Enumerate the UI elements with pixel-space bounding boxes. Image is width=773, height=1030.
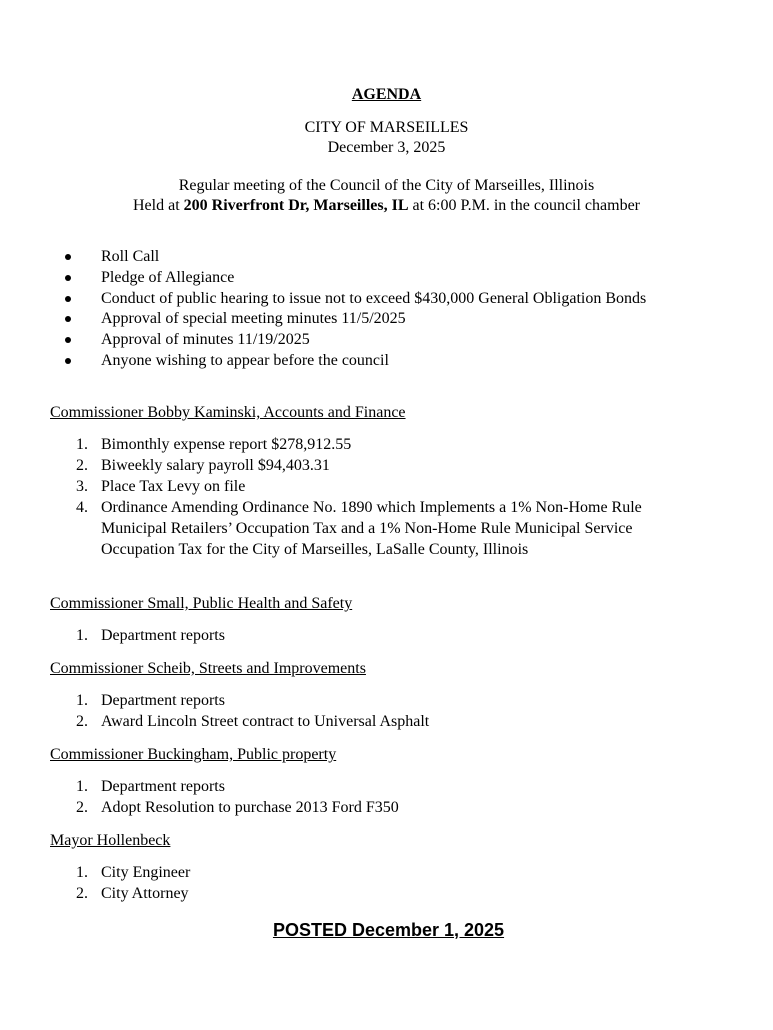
meeting-date: December 3, 2025 [327, 139, 446, 156]
list-item: 2. Adopt Resolution to purchase 2013 Ford F350 [76, 799, 399, 816]
list-item: 2. Award Lincoln Street contract to Universal Asphalt [76, 713, 430, 730]
list-item: 2. Biweekly salary payroll $94,403.31 [76, 457, 330, 474]
mayor-items-list [0, 862, 190, 904]
section-heading-health-safety: Commissioner Small, Public Health and Safety [50, 595, 353, 612]
list-item: 1. City Engineer [76, 864, 191, 881]
location-prefix: Held at [132, 197, 184, 214]
finance-items-list [0, 434, 701, 560]
general-items-list [0, 246, 646, 371]
list-item: 3. Place Tax Levy on file [76, 478, 246, 495]
list-item: Approval of special meeting minutes 11/5/2025 [0, 308, 646, 329]
list-item: Roll Call [0, 246, 646, 267]
list-item: Anyone wishing to appear before the council [0, 350, 646, 371]
section-heading-streets: Commissioner Scheib, Streets and Improvements [50, 660, 366, 677]
document-title: AGENDA [351, 86, 422, 103]
list-item: Pledge of Allegiance [0, 267, 646, 288]
meeting-location [0, 195, 773, 216]
section-heading-finance: Commissioner Bobby Kaminski, Accounts and Finance [50, 404, 406, 421]
list-item: 1. Bimonthly expense report $278,912.55 [76, 436, 352, 453]
list-item: 2. City Attorney [76, 885, 189, 902]
meeting-description: Regular meeting of the Council of the City of Marseilles, Illinois [178, 177, 595, 194]
location-address: 200 Riverfront Dr, Marseilles, IL [183, 197, 409, 214]
list-item: 1. Department reports [76, 692, 225, 709]
location-suffix: at 6:00 P.M. in the council chamber [408, 197, 641, 214]
health-safety-items-list [0, 625, 225, 646]
list-item: 1. Department reports [76, 778, 225, 795]
city-name: CITY OF MARSEILLES [304, 119, 469, 136]
list-item: Approval of minutes 11/19/2025 [0, 329, 646, 350]
list-item: 4. Ordinance Amending Ordinance No. 1890 which Implements a 1% Non-Home Rule Municipal Retailers’ Occupation Tax and a 1% Non-Home Rule Municipal Service Occupation Tax for the City of Marseilles, LaSalle County, Illinois [76, 499, 642, 558]
list-item: 1. Department reports [76, 627, 225, 644]
posted-date: POSTED December 1, 2025 [272, 920, 505, 940]
streets-items-list [0, 690, 429, 732]
list-item: Conduct of public hearing to issue not to exceed $430,000 General Obligation Bonds [0, 288, 646, 309]
section-heading-public-property: Commissioner Buckingham, Public property [50, 746, 337, 763]
public-property-items-list [0, 776, 399, 818]
section-heading-mayor: Mayor Hollenbeck [50, 832, 171, 849]
